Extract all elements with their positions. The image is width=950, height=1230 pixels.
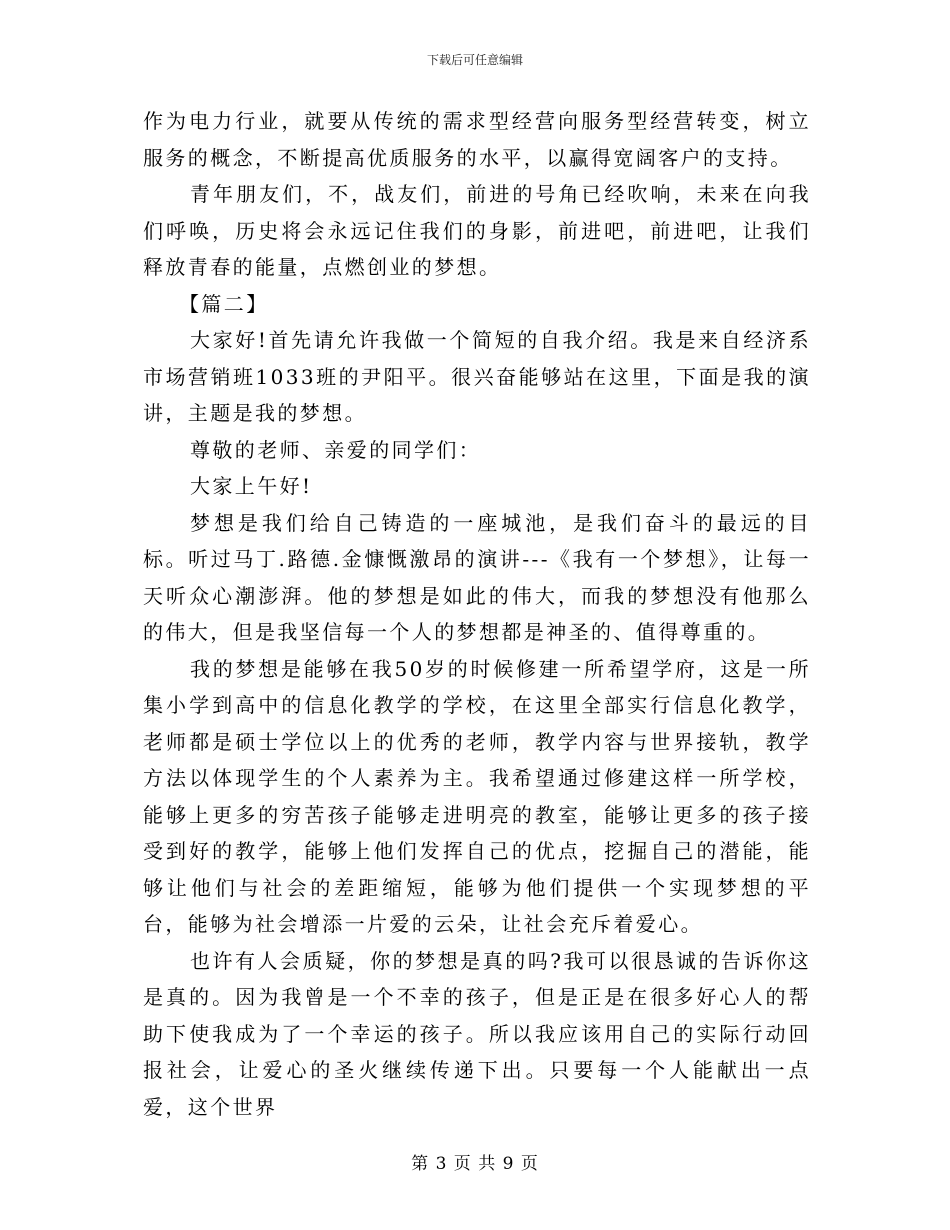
paragraph-8: 也许有人会质疑，你的梦想是真的吗?我可以很恳诚的告诉你这是真的。因为我曾是一个不幸的孩子，但是正是在很多好心人的帮助下使我成为了一个幸运的孩子。所以我应该用自己的实际行动回报社会，让爱心的圣火继续传递下出。只要每一个人能献出一点爱，这个世界 [143, 948, 811, 1119]
paragraph-5: 大家上午好! [190, 474, 313, 498]
footer-label-gong: 共 [478, 1154, 497, 1174]
section-heading: 【篇二】 [179, 291, 269, 316]
paragraph-3: 大家好!首先请允许我做一个简短的自我介绍。我是来自经济系市场营销班1033班的尹阳平。很兴奋能够站在这里，下面是我的演讲，主题是我的梦想。 [143, 328, 811, 425]
footer-label-ye-2: 页 [520, 1154, 539, 1174]
paragraph-6: 梦想是我们给自己铸造的一座城池，是我们奋斗的最远的目标。听过马丁.路德.金慷慨激昂的演讲---《我有一个梦想》，让每一天听众心潮澎湃。他的梦想是如此的伟大，而我的梦想没有他那么的伟大，但是我坚信每一个人的梦想都是神圣的、值得尊重的。 [143, 510, 811, 644]
paragraph-4: 尊敬的老师、亲爱的同学们： [190, 437, 482, 462]
footer-label-ye: 页 [453, 1154, 472, 1174]
footer-current-page: 3 [435, 1154, 448, 1174]
footer-label-di: 第 [411, 1154, 430, 1174]
footer-total-pages: 9 [502, 1154, 515, 1174]
page-header-note: 下载后可任意编辑 [426, 53, 523, 67]
paragraph-1: 作为电力行业，就要从传统的需求型经营向服务型经营转变，树立服务的概念，不断提高优质服务的水平，以赢得宽阔客户的支持。 [143, 109, 811, 170]
page-footer [0, 1153, 950, 1175]
paragraph-7: 我的梦想是能够在我50岁的时候修建一所希望学府，这是一所集小学到高中的信息化教学的学校，在这里全部实行信息化教学，老师都是硕士学位以上的优秀的老师，教学内容与世界接轨，教学方法以体现学生的个人素养为主。我希望通过修建这样一所学校，能够上更多的穷苦孩子能够走进明亮的教室，能够让更多的孩子接受到好的教学，能够上他们发挥自己的优点，挖掘自己的潜能，能够让他们与社会的差距缩短，能够为他们提供一个实现梦想的平台，能够为社会增添一片爱的云朵，让社会充斥着爱心。 [143, 656, 811, 936]
document-body [143, 103, 811, 1125]
paragraph-2: 青年朋友们，不，战友们，前进的号角已经吹响，未来在向我们呼唤，历史将会永远记住我们的身影，前进吧，前进吧，让我们释放青春的能量，点燃创业的梦想。 [143, 182, 811, 279]
